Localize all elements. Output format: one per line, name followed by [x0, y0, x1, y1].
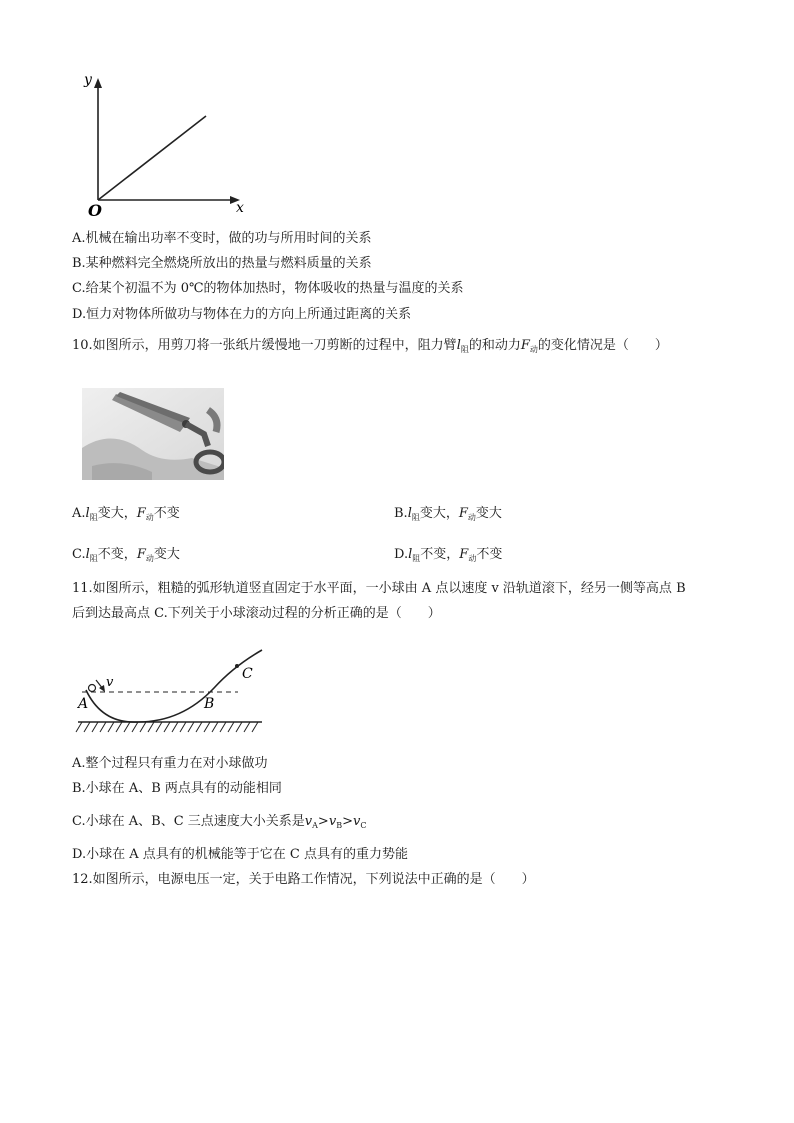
label-b: B [204, 696, 215, 712]
q11-stem-line1: 11.如图所示，粗糙的弧形轨道竖直固定于水平面，一小球由 A 点以速度 v 沿轨道滚下，经另一侧等高点 B [72, 581, 686, 596]
q9-option-b: B.某种燃料完全燃烧所放出的热量与燃料质量的关系 [72, 256, 372, 271]
origin-label: O [88, 201, 102, 220]
point-c-dot [235, 664, 239, 668]
ground-hatching [76, 722, 258, 732]
y-axis-label: y [84, 72, 92, 88]
q11-option-d: D.小球在 A 点具有的机械能等于它在 C 点具有的重力势能 [72, 847, 408, 862]
scissors-cutting-paper-image [82, 388, 224, 480]
q10-stem-part2: 的和动力 [468, 338, 521, 353]
q11-stem-line2: 后到达最高点 C.下列关于小球滚动过程的分析正确的是（ ） [72, 606, 441, 621]
ball-at-a [89, 685, 96, 692]
velocity-arrowhead [99, 685, 105, 692]
f-symbol: F [520, 338, 530, 353]
q10-stem [72, 337, 668, 359]
label-c: C [242, 666, 253, 682]
q11-option-a: A.整个过程只有重力在对小球做功 [72, 756, 268, 771]
x-axis-label: x [236, 200, 244, 216]
q11-option-c: C.小球在 A、B、C 三点速度大小关系是$v_A>v_B>v_C$ [72, 814, 367, 830]
label-v: v [106, 675, 114, 690]
label-a: A [78, 696, 89, 712]
q9-option-c: C.给某个初温不为 0℃的物体加热时，物体吸收的热量与温度的关系 [72, 281, 464, 296]
l-symbol: l [456, 338, 461, 353]
q12-stem: 12.如图所示，电源电压一定，关于电路工作情况，下列说法中正确的是（ ） [72, 872, 535, 887]
proportional-line [98, 116, 206, 200]
q9-line-graph [80, 70, 250, 220]
q10-option-c: $C.l_阻$不变，$F_动$变大 [72, 547, 180, 563]
l-subscript: 阻 [460, 345, 469, 354]
q10-stem-part1: 10.如图所示，用剪刀将一张纸片缓慢地一刀剪断的过程中，阻力臂 [72, 338, 457, 353]
q9-option-a: A.机械在输出功率不变时，做的功与所用时间的关系 [72, 231, 372, 246]
q10-option-a: $A.l_阻$变大，$F_动$不变 [72, 506, 180, 522]
q11-arc-track-diagram [72, 648, 272, 740]
q11-option-c-text: C.小球在 A、B、C 三点速度大小关系是 [72, 814, 305, 829]
q11-option-b: B.小球在 A、B 两点具有的动能相同 [72, 781, 282, 796]
q10-option-d: $D.l_阻$不变，$F_动$不变 [394, 547, 503, 563]
q10-stem-part3: 的变化情况是（ ） [537, 338, 668, 353]
q9-option-d: D.恒力对物体所做功与物体在力的方向上所通过距离的关系 [72, 307, 412, 322]
f-subscript: 动 [529, 345, 538, 354]
y-axis-arrow [94, 78, 102, 88]
q10-option-b: $B.l_阻$变大，$F_动$变大 [394, 506, 502, 522]
